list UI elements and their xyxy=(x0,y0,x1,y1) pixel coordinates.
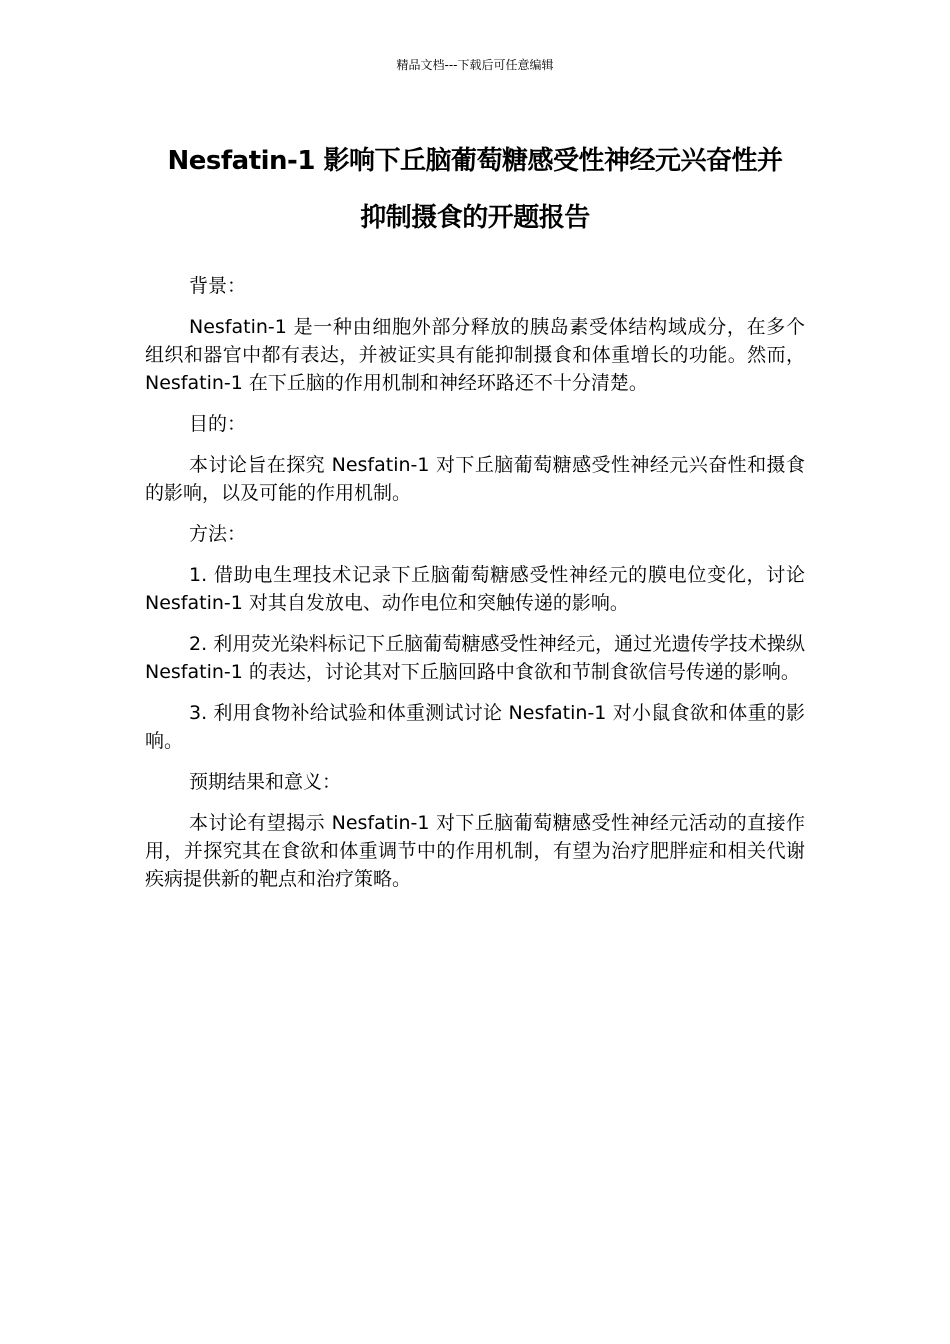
method-item-3: 3. 利用食物补给试验和体重测试讨论 Nesfatin-1 对小鼠食欲和体重的影响。 xyxy=(145,702,805,752)
section-heading-background: 背景： xyxy=(189,275,247,297)
paragraph-background: Nesfatin-1 是一种由细胞外部分释放的胰岛素受体结构域成分，在多个组织和器官中都有表达，并被证实具有能抑制摄食和体重增长的功能。然而，Nesfatin-1 在下丘脑的作用机制和神经环路还不十分清楚。 xyxy=(145,316,805,394)
title-line-1: Nesfatin-1 影响下丘脑葡萄糖感受性神经元兴奋性并 xyxy=(167,146,783,176)
paragraph-expected-results: 本讨论有望揭示 Nesfatin-1 对下丘脑葡萄糖感受性神经元活动的直接作用，并探究其在食欲和体重调节中的作用机制，有望为治疗肥胖症和相关代谢疾病提供新的靶点和治疗策略。 xyxy=(145,812,805,890)
section-heading-methods: 方法： xyxy=(189,523,247,545)
section-heading-expected-results: 预期结果和意义： xyxy=(189,771,342,793)
section-heading-purpose: 目的： xyxy=(189,413,247,435)
title-line-2: 抑制摄食的开题报告 xyxy=(360,203,590,233)
method-item-1: 1. 借助电生理技术记录下丘脑葡萄糖感受性神经元的膜电位变化，讨论 Nesfatin-1 对其自发放电、动作电位和突触传递的影响。 xyxy=(145,564,805,614)
document-title xyxy=(118,133,832,247)
paragraph-purpose: 本讨论旨在探究 Nesfatin-1 对下丘脑葡萄糖感受性神经元兴奋性和摄食的影响，以及可能的作用机制。 xyxy=(145,454,805,504)
header-note: 精品文档---下载后可任意编辑 xyxy=(396,58,554,72)
method-item-2: 2. 利用荧光染料标记下丘脑葡萄糖感受性神经元，通过光遗传学技术操纵 Nesfatin-1 的表达，讨论其对下丘脑回路中食欲和节制食欲信号传递的影响。 xyxy=(145,633,805,683)
document-body xyxy=(145,272,805,906)
